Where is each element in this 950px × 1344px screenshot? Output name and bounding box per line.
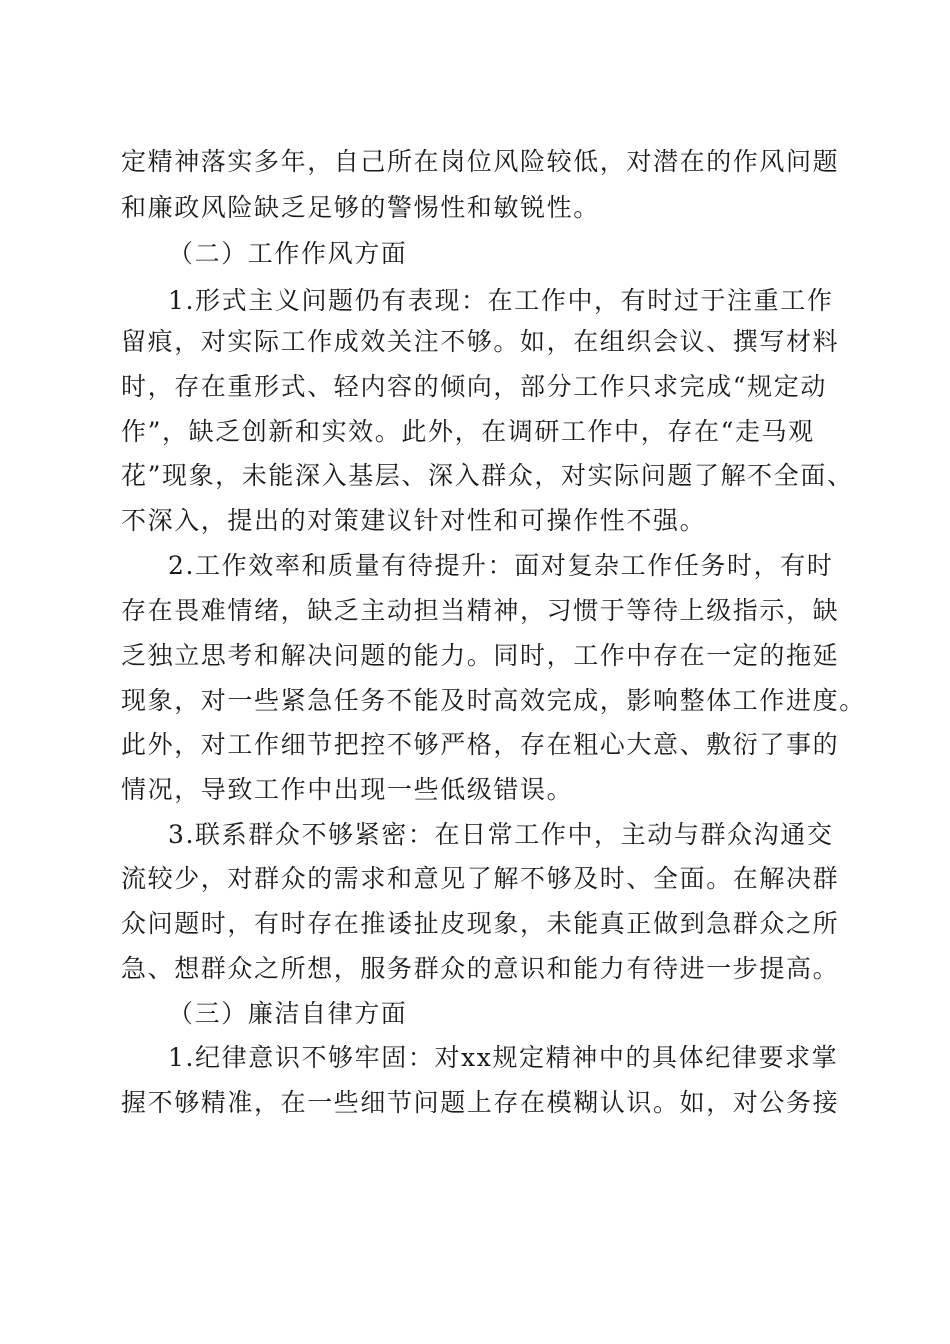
body-text-line: 作”，缺乏创新和实效。此外，在调研工作中，存在“走马观 [121, 417, 815, 446]
body-text-line: 乏独立思考和解决问题的能力。同时，工作中存在一定的拖延 [121, 641, 840, 670]
body-text-line: 众问题时，有时存在推诿扯皮现象，未能真正做到急群众之所 [121, 909, 840, 938]
body-text-line: 情况，导致工作中出现一些低级错误。 [121, 775, 574, 804]
body-text-line: 存在畏难情绪，缺乏主动担当精神，习惯于等待上级指示，缺 [121, 596, 840, 625]
body-text-line: 留痕，对实际工作成效关注不够。如，在组织会议、撰写材料 [121, 327, 840, 356]
body-text-line: 花”现象，未能深入基层、深入群众，对实际问题了解不全面、 [121, 461, 854, 490]
body-text-line: 握不够精准，在一些细节问题上存在模糊认识。如，对公务接 [121, 1088, 840, 1117]
body-text-line: 定精神落实多年，自己所在岗位风险较低，对潜在的作风问题 [121, 147, 840, 176]
paragraph-start-line: 3.联系群众不够紧密：在日常工作中，主动与群众沟通交 [168, 820, 834, 849]
body-text-line: 不深入，提出的对策建议针对性和可操作性不强。 [121, 506, 707, 535]
section-heading-integrity: （三）廉洁自律方面 [168, 999, 408, 1028]
body-text-line: 时，存在重形式、轻内容的倾向，部分工作只求完成“规定动 [121, 372, 827, 401]
body-text-line: 和廉政风险缺乏足够的警惕性和敏锐性。 [121, 193, 600, 222]
body-text-line: 现象，对一些紧急任务不能及时高效完成，影响整体工作进度。 [121, 686, 866, 715]
paragraph-start-line: 2.工作效率和质量有待提升：面对复杂工作任务时，有时 [168, 551, 834, 580]
body-text-line: 流较少，对群众的需求和意见了解不够及时、全面。在解决群 [121, 864, 840, 893]
paragraph-start-line: 1.形式主义问题仍有表现：在工作中，有时过于注重工作 [168, 286, 834, 315]
body-text-line: 急、想群众之所想，服务群众的意识和能力有待进一步提高。 [121, 954, 840, 983]
paragraph-start-line: 1.纪律意识不够牢固：对xx规定精神中的具体纪律要求掌 [168, 1043, 839, 1072]
section-heading-work-style: （二）工作作风方面 [168, 239, 408, 268]
body-text-line: 此外，对工作细节把控不够严格，存在粗心大意、敷衍了事的 [121, 730, 840, 759]
